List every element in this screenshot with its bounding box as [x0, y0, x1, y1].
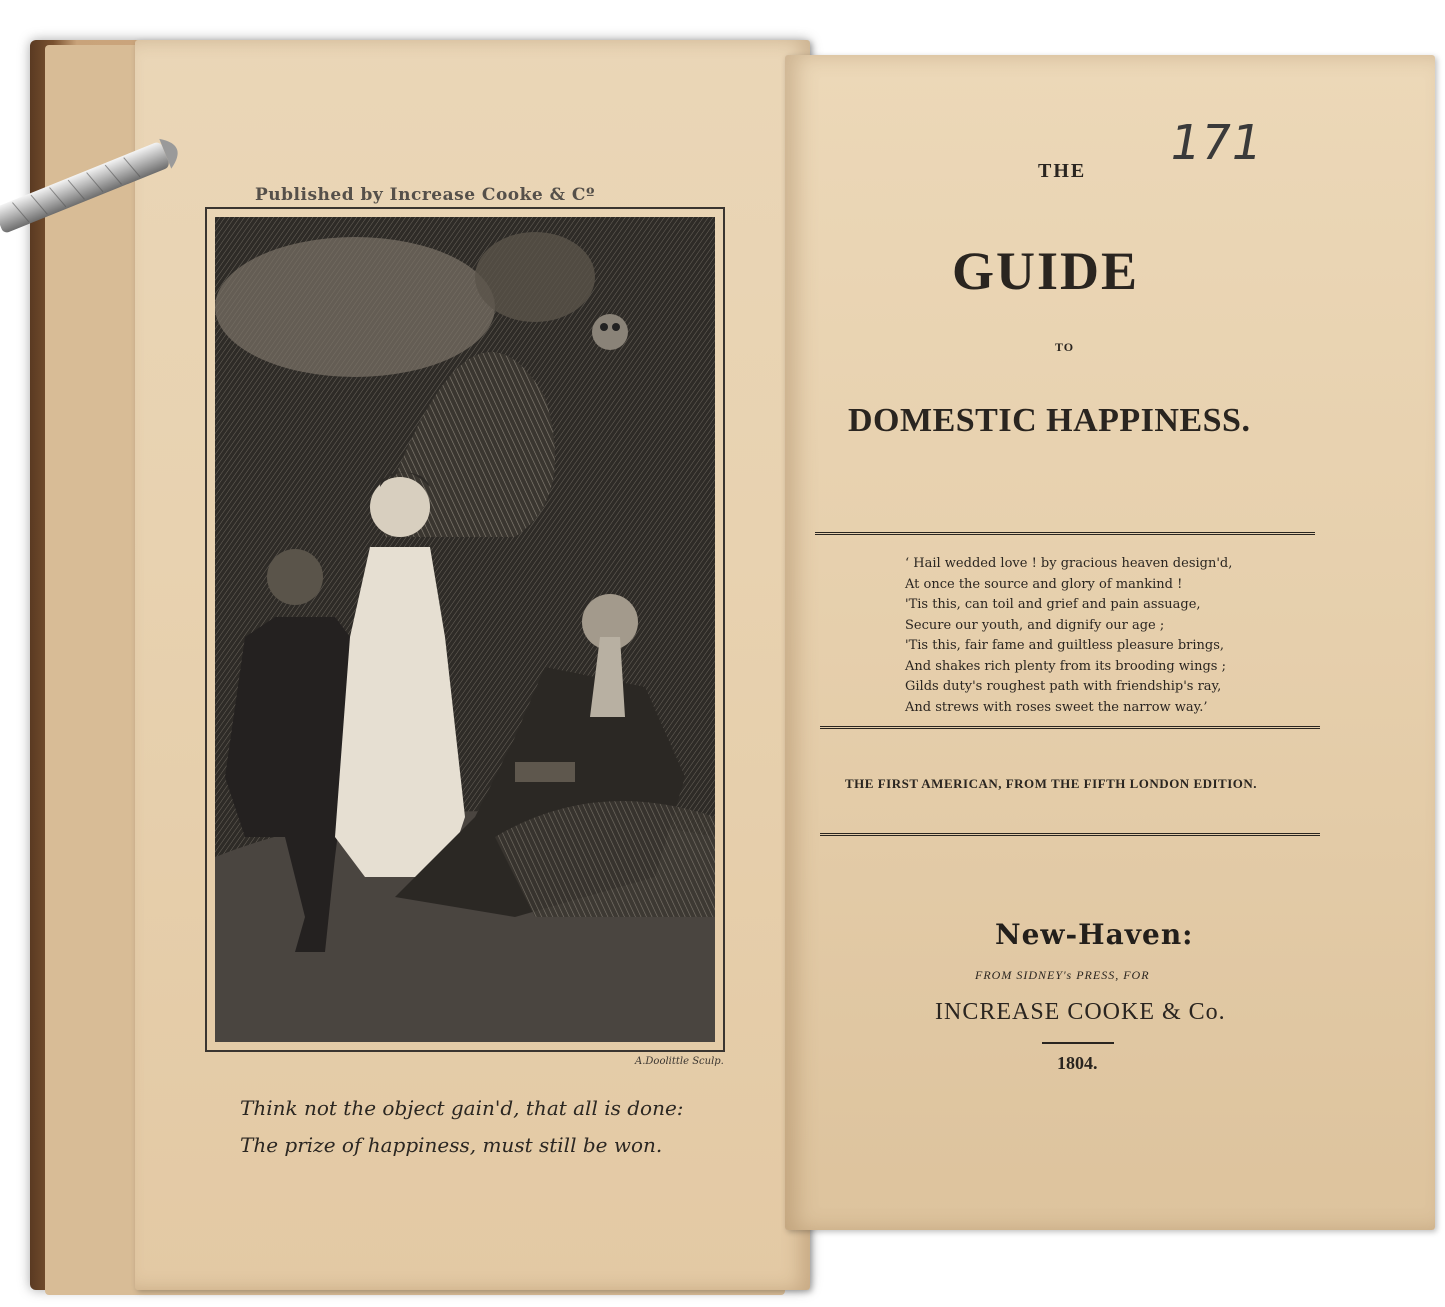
imprint-rule [1042, 1042, 1114, 1044]
frontispiece-caption [240, 1090, 740, 1164]
divider-rule-bottom [820, 833, 1320, 836]
imprint-press: FROM SIDNEY's PRESS, FOR [975, 968, 1150, 982]
divider-rule-top [815, 532, 1315, 535]
poem-line: Secure our youth, and dignify our age ; [905, 617, 1165, 633]
frontispiece-publisher-line: Published by Increase Cooke & Cº [255, 185, 595, 205]
poem-line: Gilds duty's roughest path with friendship's ray, [905, 679, 1222, 694]
title-to: TO [1055, 340, 1075, 354]
poem-line: 'Tis this, can toil and grief and pain assuage, [905, 597, 1201, 612]
engraving-illustration [215, 217, 715, 1042]
engraving-frame [205, 207, 725, 1052]
handwritten-number: 171 [1165, 115, 1267, 171]
poem-line: At once the source and glory of mankind ! [905, 576, 1183, 592]
poem-line: And strews with roses sweet the narrow way.’ [905, 699, 1208, 715]
poem-line: And shakes rich plenty from its brooding wings ; [905, 658, 1226, 674]
engraving-scene [215, 217, 715, 1042]
edition-statement: THE FIRST AMERICAN, FROM THE FIFTH LONDON EDITION. [845, 776, 1258, 791]
epigraph-poem [905, 554, 1305, 718]
title-guide: GUIDE [952, 241, 1140, 301]
imprint-place: New-Haven: [995, 918, 1194, 951]
caption-line-1: Think not the object gain'd, that all is done: [240, 1096, 684, 1120]
title-domestic-happiness: DOMESTIC HAPPINESS. [848, 402, 1251, 439]
poem-line: 'Tis this, fair fame and guiltless pleasure brings, [905, 638, 1225, 653]
engraver-credit: A.Doolittle Sculp. [635, 1056, 724, 1067]
divider-rule-middle [820, 726, 1320, 729]
caption-line-2: The prize of happiness, must still be won. [240, 1133, 663, 1157]
imprint-publisher: INCREASE COOKE & Co. [935, 999, 1226, 1025]
title-the: THE [1038, 160, 1087, 182]
imprint-year: 1804. [1057, 1053, 1098, 1073]
poem-line: ‘ Hail wedded love ! by gracious heaven design'd, [905, 556, 1233, 571]
